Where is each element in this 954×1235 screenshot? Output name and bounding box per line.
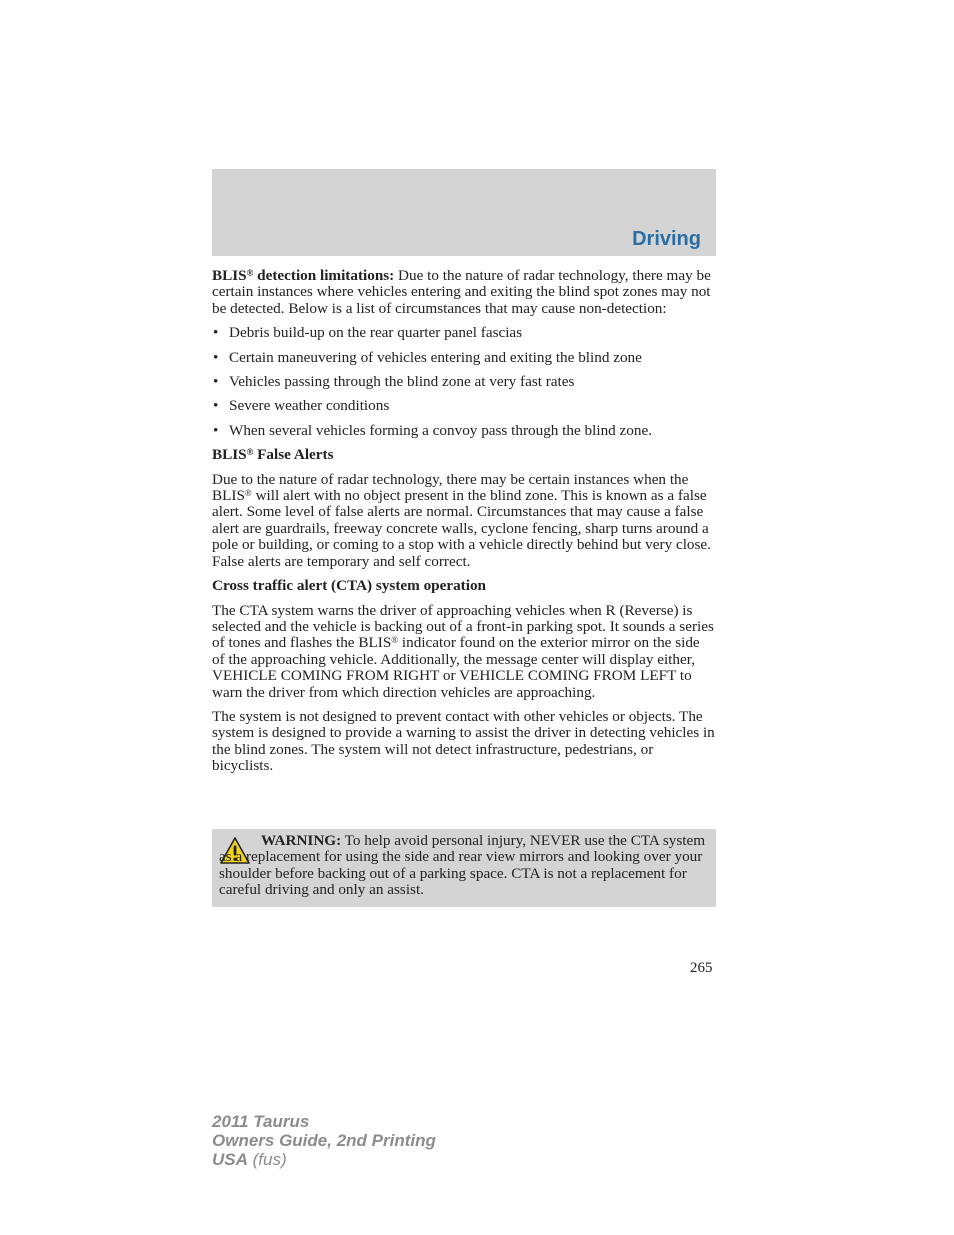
page-number: 265	[690, 960, 713, 976]
detection-limitations-paragraph	[212, 268, 716, 317]
footer-guide: Owners Guide, 2nd Printing	[212, 1131, 436, 1150]
warning-body: To help avoid personal injury, NEVER use the CTA system as a replacement for using the side and rear view mirrors and looking over your shoulder before backing out of a parking space. CTA is not a replacement for careful driving and only an assist.	[219, 832, 706, 899]
bullet-dot: •	[213, 373, 219, 391]
detection-limitations-text: Due to the nature of radar technology, there may be certain instances where vehicles entering and exiting the blind spot zones may not be detected. Below is a list of circumstances that may cause non-detection:	[212, 267, 711, 317]
footer-region-name: USA	[212, 1150, 248, 1169]
footer-region	[212, 1150, 436, 1169]
detection-limitations-title: detection limitations:	[253, 267, 395, 284]
registered-mark: ®	[246, 268, 254, 278]
list-item-text: Certain maneuvering of vehicles entering and exiting the blind zone	[229, 348, 642, 366]
list-item-text: Vehicles passing through the blind zone at very fast rates	[229, 373, 575, 391]
false-alerts-text-part2: will alert with no object present in the blind zone. This is known as a false alert. Some level of false alerts are normal. Circumstances that may cause a false alert are guardrails, freeway concrete walls, cyclone fencing, sharp turns around a pole or building, or coming to a stop with a vehicle directly behind but very close. False alerts are temporary and self correct.	[212, 487, 711, 570]
list-item	[212, 350, 716, 366]
registered-mark: ®	[244, 488, 252, 499]
false-alerts-paragraph	[212, 472, 716, 570]
warning-label: WARNING:	[261, 832, 342, 849]
section-header-band	[212, 169, 716, 256]
false-alerts-brand: BLIS	[212, 446, 247, 464]
warning-text	[219, 833, 711, 899]
registered-mark: ®	[391, 635, 399, 646]
page-content	[212, 268, 716, 783]
cta-text-part2: indicator found on the exterior mirror on the side of the approaching vehicle. Additionally, the message center will display either, VEHICLE COMING FROM RIGHT or VEHICLE COMING FROM LEFT to warn the driver from which direction vehicles are approaching.	[212, 634, 700, 701]
list-item-text: Severe weather conditions	[229, 397, 390, 415]
bullet-dot: •	[213, 397, 219, 415]
list-item	[212, 423, 716, 439]
cta-text-part1: The CTA system warns the driver of approaching vehicles when R (Reverse) is selected and the vehicle is backing out of a front-in parking spot. It sounds a series of tones and flashes the BLIS	[212, 601, 714, 652]
bullet-dot: •	[213, 421, 219, 439]
document-footer	[212, 1112, 436, 1169]
cta-paragraph-2: The system is not designed to prevent contact with other vehicles or objects. The system is designed to provide a warning to assist the driver in detecting vehicles in the blind zones. The system will not detect infrastructure, pedestrians, or bicyclists.	[212, 707, 715, 775]
list-item	[212, 325, 716, 341]
list-item-text: Debris build-up on the rear quarter panel fascias	[229, 324, 523, 342]
non-detection-list	[212, 325, 716, 439]
false-alerts-text-part1: Due to the nature of radar technology, there may be certain instances when the BLIS	[212, 470, 689, 505]
list-item	[212, 398, 716, 414]
warning-box	[212, 829, 716, 907]
section-title: Driving	[632, 228, 701, 250]
cta-paragraph-1	[212, 603, 716, 701]
detection-limitations-brand: BLIS	[212, 267, 247, 284]
footer-model: 2011 Taurus	[212, 1112, 310, 1131]
false-alerts-title: False Alerts	[253, 446, 334, 464]
list-item	[212, 374, 716, 390]
bullet-dot: •	[213, 348, 219, 366]
registered-mark: ®	[246, 447, 254, 458]
false-alerts-heading	[212, 447, 716, 463]
list-item-text: When several vehicles forming a convoy pass through the blind zone.	[229, 421, 653, 439]
footer-region-code: (fus)	[247, 1150, 287, 1169]
cta-heading: Cross traffic alert (CTA) system operation	[212, 577, 487, 595]
bullet-dot: •	[213, 324, 219, 342]
